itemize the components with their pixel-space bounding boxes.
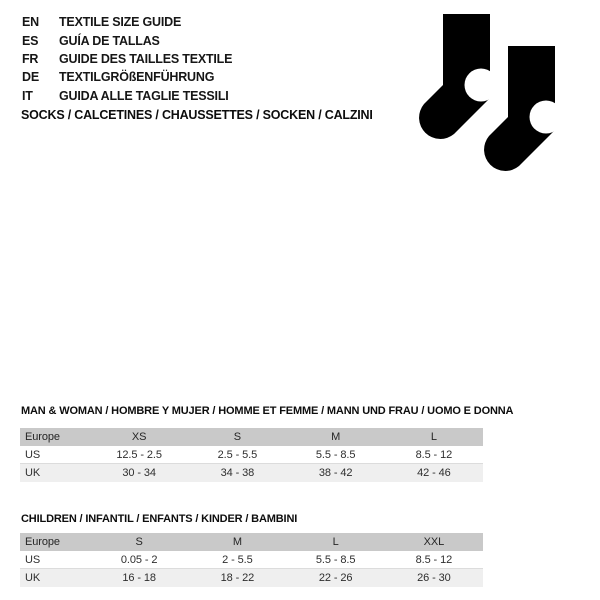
table-row-uk xyxy=(20,464,483,482)
table-header-row xyxy=(20,428,483,446)
size-value: 5.5 - 8.5 xyxy=(315,553,356,566)
table-row-us xyxy=(20,551,483,569)
size-value: 30 - 34 xyxy=(122,467,156,479)
row-label: UK xyxy=(25,467,41,479)
size-value: 8.5 - 12 xyxy=(415,448,453,461)
product-category-title: SOCKS / CALCETINES / CHAUSSETTES / SOCKEN / CALZINI xyxy=(21,108,373,122)
language-label: TEXTILGRÖßENFÜHRUNG xyxy=(59,70,215,85)
size-value: 38 - 42 xyxy=(318,467,353,479)
header-cell-size: S xyxy=(135,536,143,548)
size-value: 0.05 - 2 xyxy=(120,553,158,566)
sock-front xyxy=(484,46,562,171)
row-label: UK xyxy=(25,572,41,584)
section-title-man-woman: MAN & WOMAN / HOMBRE Y MUJER / HOMME ET FEMME / MANN UND FRAU / UOMO E DONNA xyxy=(21,405,514,417)
header-cell-region: Europe xyxy=(25,431,60,443)
table-row-us xyxy=(20,446,483,464)
sock-back xyxy=(419,14,497,139)
size-value: 5.5 - 8.5 xyxy=(315,448,356,461)
language-row xyxy=(22,13,232,31)
size-value: 42 - 46 xyxy=(417,467,451,479)
size-value: 16 - 18 xyxy=(122,572,156,584)
language-label: TEXTILE SIZE GUIDE xyxy=(59,15,182,30)
size-value: 26 - 30 xyxy=(417,572,451,584)
size-value: 2 - 5.5 xyxy=(222,553,253,566)
header-cell-size: M xyxy=(331,431,341,443)
header-cell-size: L xyxy=(430,431,437,443)
language-code: IT xyxy=(22,88,33,103)
language-code: ES xyxy=(22,33,39,48)
size-value: 22 - 26 xyxy=(318,572,353,584)
language-label: GUIDE DES TAILLES TEXTILE xyxy=(59,51,233,66)
section-title-children: CHILDREN / INFANTIL / ENFANTS / KINDER / BAMBINI xyxy=(21,513,298,525)
language-code: FR xyxy=(22,51,39,66)
header-cell-region: Europe xyxy=(25,536,60,548)
language-row xyxy=(22,31,232,49)
size-value: 8.5 - 12 xyxy=(415,553,453,566)
socks-icon xyxy=(408,14,564,179)
language-label: GUIDA ALLE TAGLIE TESSILI xyxy=(59,88,229,103)
header-cell-size: L xyxy=(332,536,339,548)
size-value: 34 - 38 xyxy=(220,467,255,479)
header-cell-size: XXL xyxy=(423,536,445,548)
language-row xyxy=(22,50,232,68)
header-cell-size: S xyxy=(233,431,241,443)
row-label: US xyxy=(25,448,41,461)
header-cell-size: XS xyxy=(131,431,147,443)
language-legend xyxy=(22,13,232,105)
table-header-row xyxy=(20,533,483,551)
header-cell-size: M xyxy=(232,536,242,548)
language-row xyxy=(22,68,232,86)
size-value: 18 - 22 xyxy=(220,572,255,584)
row-label: US xyxy=(25,553,41,566)
size-table-children xyxy=(20,533,483,587)
language-label: GUÍA DE TALLAS xyxy=(59,33,160,48)
size-value: 12.5 - 2.5 xyxy=(116,448,162,461)
size-table-man-woman xyxy=(20,428,483,482)
table-row-uk xyxy=(20,569,483,587)
language-code: EN xyxy=(22,15,39,30)
language-row xyxy=(22,87,232,105)
language-code: DE xyxy=(22,70,39,85)
size-value: 2.5 - 5.5 xyxy=(217,448,258,461)
